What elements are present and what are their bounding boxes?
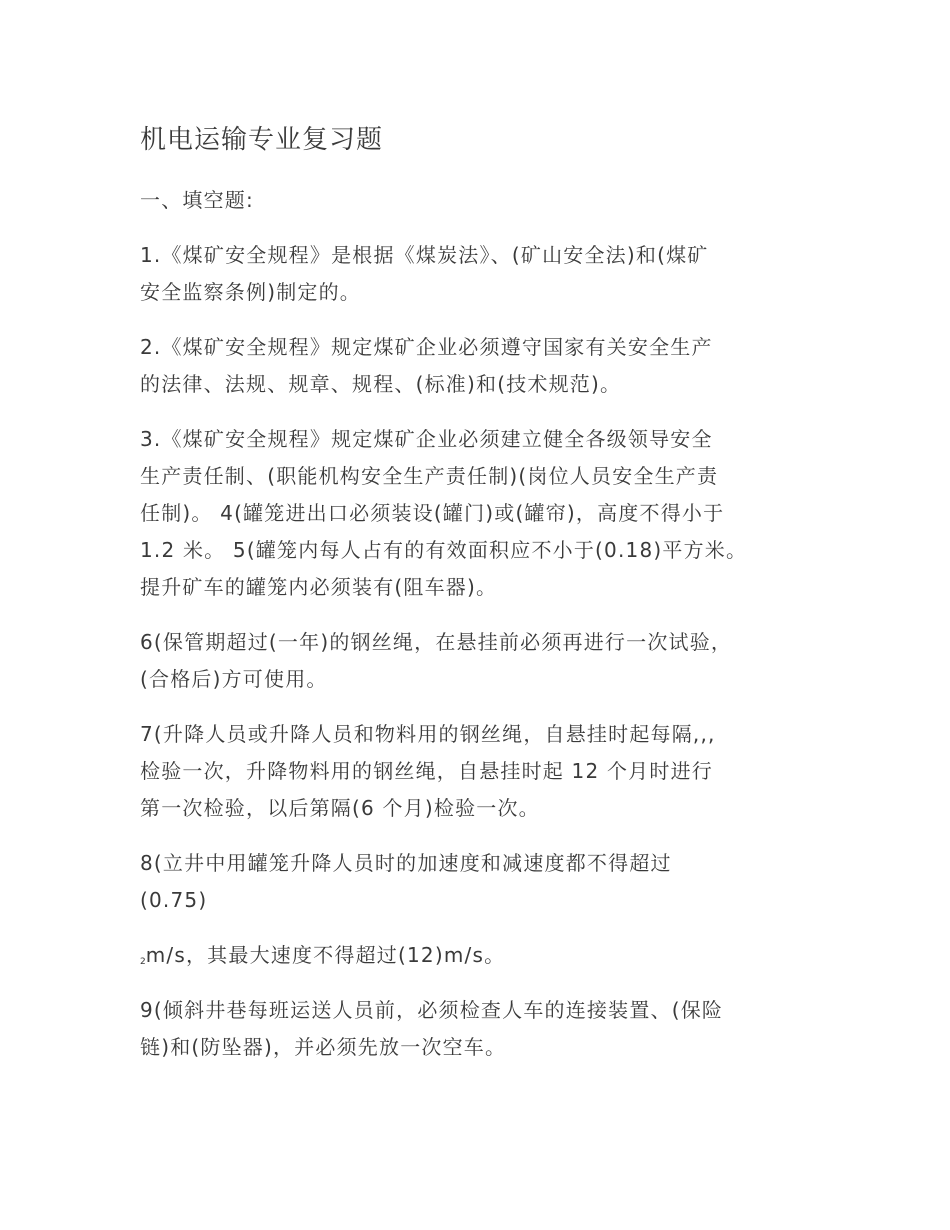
question-line-text: m/s，其最大速度不得超过(12)m/s。 [145,943,506,967]
question-line: 1.2 米。 5(罐笼内每人占有的有效面积应不小于(0.18)平方米。 [140,538,748,562]
question-line: 1.《煤矿安全规程》是根据《煤炭法》、(矿山安全法)和(煤矿 [140,243,709,267]
question-line: 检验一次，升降物料用的钢丝绳，自悬挂时起 12 个月时进行 [140,759,713,783]
question-2 [140,329,812,403]
question-line: 安全监察条例)制定的。 [140,280,362,304]
question-line: 任制)。 4(罐笼进出口必须装设(罐门)或(罐帘)，高度不得小于 [140,501,725,525]
question-line: (合格后)方可使用。 [140,667,328,691]
section-heading [140,182,812,219]
question-line: 6(保管期超过(一年)的钢丝绳，在悬挂前必须再进行一次试验， [140,630,733,654]
document-title: 机电运输专业复习题 [140,125,384,155]
exponent-marker: 2 [140,957,146,967]
question-line: 第一次检验，以后第隔(6 个月)检验一次。 [140,796,540,820]
question-line: (0.75) [140,888,208,912]
question-7 [140,716,812,827]
question-line: 链)和(防坠器)，并必须先放一次空车。 [140,1035,507,1059]
question-9 [140,992,812,1066]
question-line-with-exponent [140,937,812,974]
question-line: 的法律、法规、规章、规程、(标准)和(技术规范)。 [140,372,622,396]
question-line: 3.《煤矿安全规程》规定煤矿企业必须建立健全各级领导安全 [140,427,713,451]
question-8 [140,845,812,919]
question-line: 2.《煤矿安全规程》规定煤矿企业必须遵守国家有关安全生产 [140,335,713,359]
question-line: 生产责任制、(职能机构安全生产责任制)(岗位人员安全生产责 [140,464,719,488]
document-page [140,118,812,1084]
section-heading-text: 一、填空题: [140,188,254,212]
question-8-continued [140,937,812,974]
question-line: 9(倾斜井巷每班运送人员前，必须检查人车的连接装置、(保险 [140,998,724,1022]
question-line: 7(升降人员或升降人员和物料用的钢丝绳，自悬挂时起每隔,,, [140,722,716,746]
question-line: 8(立井中用罐笼升降人员时的加速度和减速度都不得超过 [140,851,672,875]
question-6 [140,624,812,698]
question-line: 提升矿车的罐笼内必须装有(阻车器)。 [140,575,498,599]
question-3-5 [140,421,812,606]
question-1 [140,237,812,311]
